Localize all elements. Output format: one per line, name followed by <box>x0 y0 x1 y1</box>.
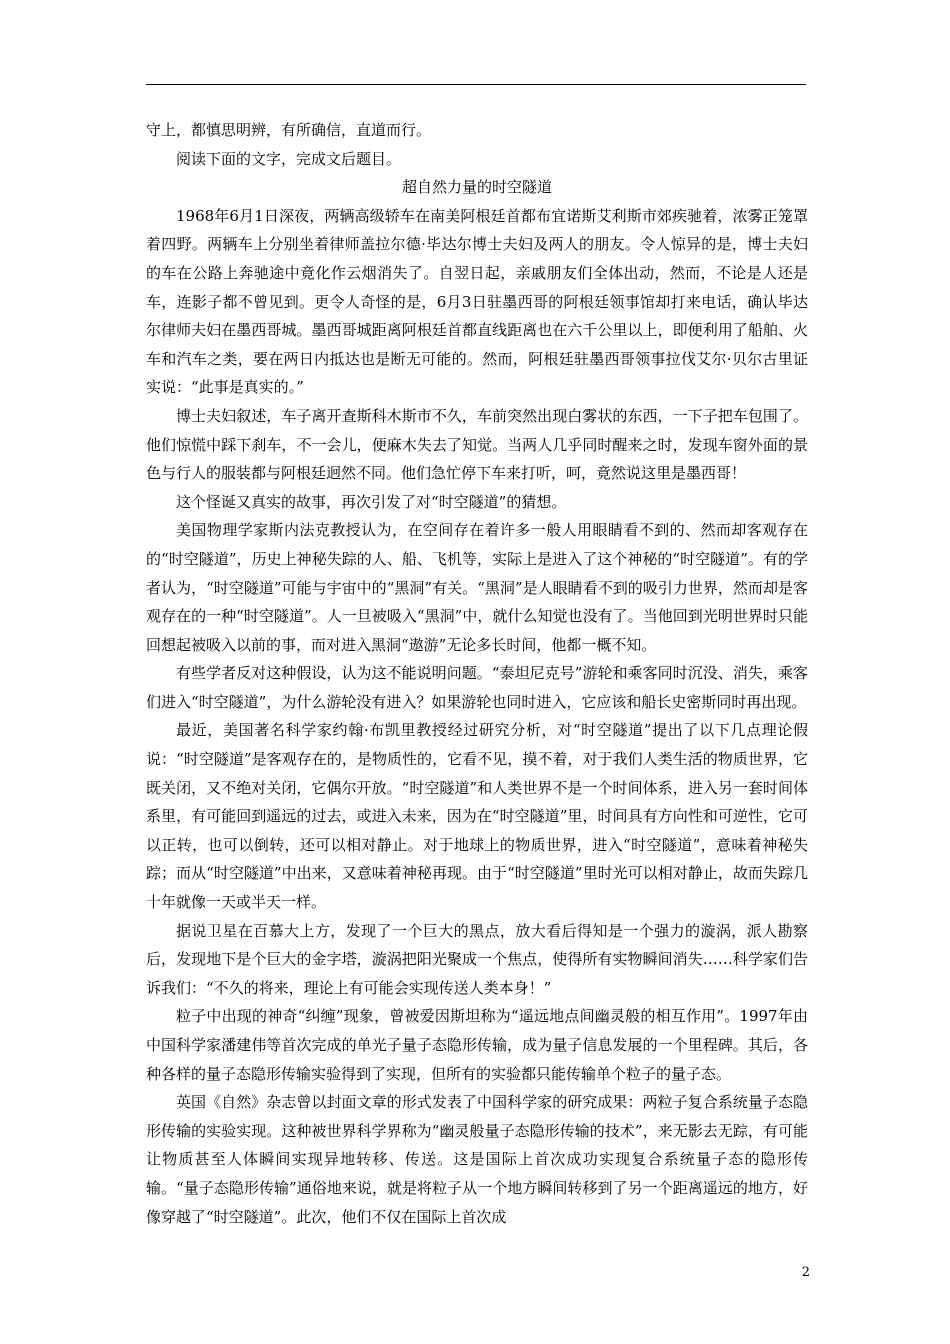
paragraph-3: 这个怪诞又真实的故事，再次引发了对“时空隧道”的猜想。 <box>176 492 567 511</box>
lead-in-text: 守上，都慎思明辨，有所确信，直道而行。 <box>146 121 432 139</box>
paragraph-4: 美国物理学家斯内法克教授认为，在空间存在着许多一般人用眼睛看不到的、然而却客观存在的“时空隧道”，历史上神秘失踪的人、船、飞机等，实际上是进入了这个神秘的“时空隧道”。有的学者认为，“时空隧道”可能与宇宙中的“黑洞”有关。“黑洞”是人眼睛看不到的吸引力世界，然而却是客观存在的一种“时空隧道”。人一旦被吸入“黑洞”中，就什么知觉也没有了。当他回到光明世界时只能回想起被吸入以前的事，而对进入黑洞“遨游”无论多长时间，他都一概不知。 <box>146 521 808 654</box>
page-number: 2 <box>801 1265 810 1280</box>
article-title: 超自然力量的时空隧道 <box>401 178 552 197</box>
paragraph-2: 博士夫妇叙述，车子离开查斯科木斯市不久，车前突然出现白雾状的东西，一下子把车包围了。他们惊慌中踩下刹车，不一会儿，便麻木失去了知觉。当两人几乎同时醒来之时，发现车窗外面的景色与行人的服装都与阿根廷迥然不同。他们急忙停下车来打听，呵，竟然说这里是墨西哥！ <box>146 406 808 483</box>
paragraph-9: 英国《自然》杂志曾以封面文章的形式发表了中国科学家的研究成果：两粒子复合系统量子态隐形传输的实验实现。这种被世界科学界称为“幽灵般量子态隐形传输的技术”，来无影去无踪，有可能让物质甚至人体瞬间实现异地转移、传送。这是国际上首次成功实现复合系统量子态的隐形传输。“量子态隐形传输”通俗地来说，就是将粒子从一个地方瞬间转移到了另一个距离遥远的地方，好像穿越了“时空隧道”。此次，他们不仅在国际上首次成 <box>146 1093 808 1226</box>
body-text <box>146 116 808 1231</box>
paragraph-6: 最近，美国著名科学家约翰·布凯里教授经过研究分析，对“时空隧道”提出了以下几点理论假说：“时空隧道”是客观存在的，是物质性的，它看不见，摸不着，对于我们人类生活的物质世界，它既关闭，又不绝对关闭，它偶尔开放。“时空隧道”和人类世界不是一个时间体系，进入另一套时间体系里，有可能回到遥远的过去，或进入未来，因为在“时空隧道”里，时间具有方向性和可逆性，它可以正转，也可以倒转，还可以相对静止。对于地球上的物质世界，进入“时空隧道”，意味着神秘失踪；而从“时空隧道”中出来，又意味着神秘再现。由于“时空隧道”里时光可以相对静止，故而失踪几十年就像一天或半天一样。 <box>146 721 808 912</box>
instruction-text: 阅读下面的文字，完成文后题目。 <box>176 149 402 168</box>
paragraph-7: 据说卫星在百慕大上方，发现了一个巨大的黑点，放大看后得知是一个强力的漩涡，派人勘察后，发现地下是个巨大的金字塔，漩涡把阳光聚成一个焦点，使得所有实物瞬间消失……科学家们告诉我们：“不久的将来，理论上有可能会实现传送人类本身！” <box>146 921 808 997</box>
paragraph-5: 有些学者反对这种假设，认为这不能说明问题。“泰坦尼克号”游轮和乘客同时沉没、消失，乘客们进入“时空隧道”，为什么游轮没有进入？如果游轮也同时进入，它应该和船长史密斯同时再出现。 <box>146 664 808 711</box>
header-rule <box>146 84 806 85</box>
paragraph-1: 1968年6月1日深夜，两辆高级轿车在南美阿根廷首都布宜诺斯艾利斯市郊疾驰着，浓雾正笼罩着四野。两辆车上分别坐着律师盖拉尔德·毕达尔博士夫妇及两人的朋友。令人惊异的是，博士夫妇的车在公路上奔驰途中竟化作云烟消失了。自翌日起，亲戚朋友们全体出动，然而，不论是人还是车，连影子都不曾见到。更令人奇怪的是，6月3日驻墨西哥的阿根廷领事馆却打来电话，确认毕达尔律师夫妇在墨西哥城。墨西哥城距离阿根廷首都直线距离也在六千公里以上，即便利用了船舶、火车和汽车之类，要在两日内抵达也是断无可能的。然而，阿根廷驻墨西哥领事拉伐艾尔·贝尔古里证实说：“此事是真实的。” <box>146 206 808 397</box>
paragraph-8: 粒子中出现的神奇“纠缠”现象，曾被爱因斯坦称为“遥远地点间幽灵般的相互作用”。1997年由中国科学家潘建伟等首次完成的单光子量子态隐形传输，成为量子信息发展的一个里程碑。其后，各种各样的量子态隐形传输实验得到了实现，但所有的实验都只能传输单个粒子的量子态。 <box>146 1007 808 1083</box>
